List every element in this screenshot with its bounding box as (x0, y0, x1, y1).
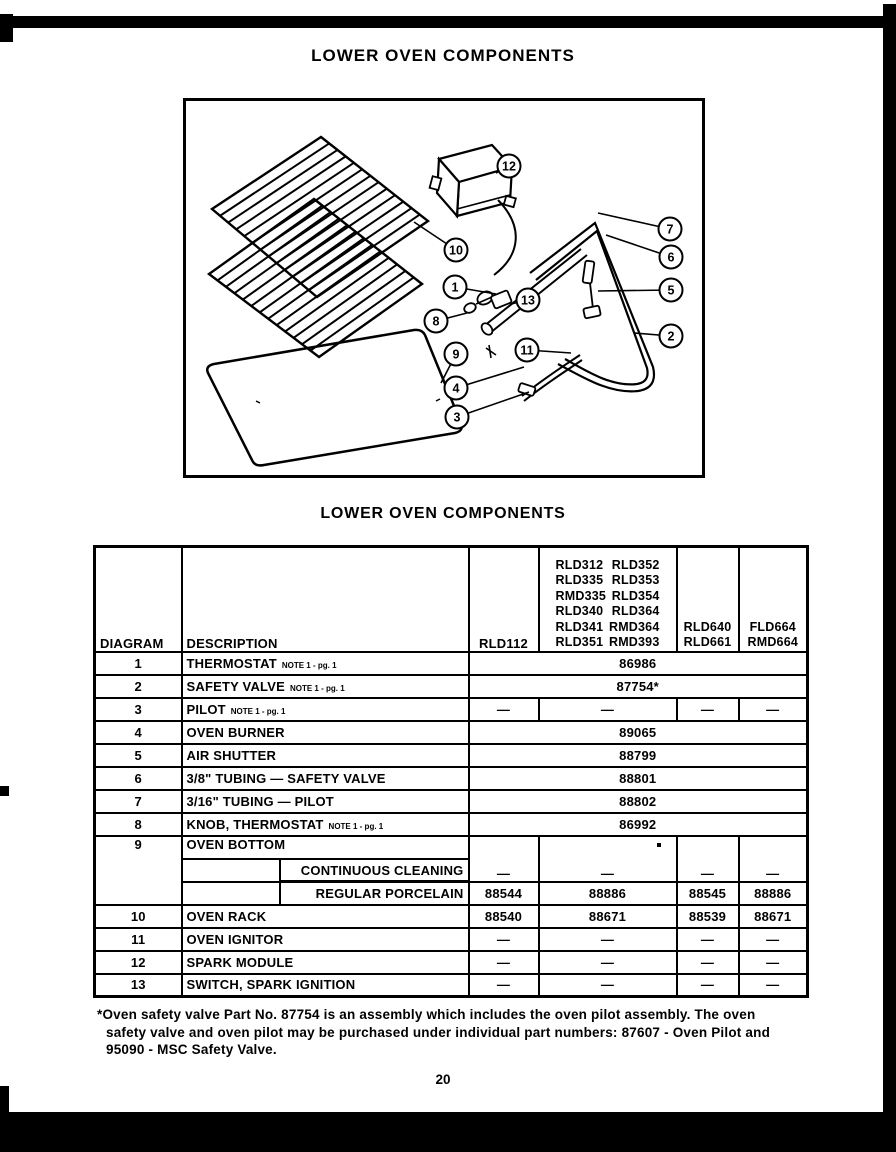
scan-mark-left (0, 786, 9, 796)
footnote-line: 95090 - MSC Safety Valve. (106, 1042, 277, 1057)
model-list-header (539, 547, 677, 652)
part-number-cell: — (469, 836, 539, 882)
part-number-cell: 89065 (469, 721, 808, 744)
scan-edge-top (0, 16, 896, 28)
table-row (95, 767, 808, 790)
description-text: THERMOSTAT (186, 655, 277, 671)
header-description: DESCRIPTION (182, 547, 469, 652)
part-number-cell: 88544 (469, 882, 539, 905)
svg-text:13: 13 (521, 293, 535, 308)
svg-text:10: 10 (449, 243, 463, 258)
part-number-cell: — (677, 836, 739, 882)
part-number-cell: 88539 (677, 905, 739, 928)
parts-table (93, 545, 809, 998)
svg-text:9: 9 (452, 347, 460, 362)
description-subcell: CONTINUOUS CLEANING (182, 859, 469, 882)
diagram-number-cell: 8 (95, 813, 182, 836)
part-number-cell: — (469, 974, 539, 997)
model-label-line: FLD664 (749, 619, 796, 634)
table-subrow (95, 882, 808, 905)
part-number-cell: 88801 (469, 767, 808, 790)
parts-table-wrap (93, 545, 809, 998)
description-text: KNOB, THERMOSTAT (186, 816, 324, 832)
part-number-cell: — (539, 951, 677, 974)
part-number-cell: — (739, 836, 808, 882)
model-label-line: RLD661 (683, 635, 732, 649)
scan-edge-bottom (0, 1112, 896, 1152)
description-cell (182, 905, 469, 928)
callout-12 (496, 155, 521, 178)
diagram-number-cell: 10 (95, 905, 182, 928)
table-title: LOWER OVEN COMPONENTS (320, 505, 566, 522)
part-number-cell: — (739, 698, 808, 721)
part-number-cell: 86992 (469, 813, 808, 836)
description-cell (182, 744, 469, 767)
diagram-number-cell: 5 (95, 744, 182, 767)
model-label-line: RMD335 RLD354 (555, 588, 660, 603)
model-label-line: RLD351 RMD393 (555, 635, 660, 649)
part-number-cell: — (539, 836, 677, 882)
model-label-line: RLD340 RLD364 (555, 604, 660, 618)
svg-text:7: 7 (666, 222, 674, 237)
callout-11 (516, 339, 572, 362)
model-label-line: RLD335 RLD353 (555, 573, 660, 587)
part-number-cell: 88671 (539, 905, 677, 928)
model-label-line: RLD312 RLD352 (555, 557, 660, 572)
scan-edge-topleft (0, 14, 13, 42)
part-number-cell: 88540 (469, 905, 539, 928)
description-cell (182, 675, 469, 698)
part-number-cell: 88886 (539, 882, 677, 905)
svg-text:8: 8 (432, 314, 440, 329)
diagram-number-cell: 7 (95, 790, 182, 813)
description-text: SPARK MODULE (186, 954, 294, 970)
table-row (95, 974, 808, 997)
scan-edge-bottomleft (0, 1086, 9, 1118)
part-number-cell: — (739, 974, 808, 997)
note-reference: NOTE 1 - pg. 1 (281, 660, 337, 670)
oven-bottom-panel (207, 330, 462, 466)
footnote-line: safety valve and oven pilot may be purchased under individual part numbers: 87607 - Oven Pilot and (106, 1024, 771, 1040)
svg-text:1: 1 (451, 280, 459, 295)
description-text: SAFETY VALVE (186, 678, 285, 694)
table-row (95, 744, 808, 767)
diagram-number-cell: 12 (95, 951, 182, 974)
description-text: 3/16" TUBING — PILOT (186, 793, 334, 809)
svg-text:6: 6 (667, 250, 675, 265)
description-cell (182, 974, 469, 997)
callout-5 (598, 279, 683, 302)
description-cell (182, 790, 469, 813)
svg-text:12: 12 (502, 159, 516, 174)
header-diagram: DIAGRAM (95, 547, 182, 652)
table-row (95, 698, 808, 721)
note-reference: NOTE 1 - pg. 1 (289, 683, 345, 693)
description-text: 3/8" TUBING — SAFETY VALVE (186, 770, 386, 786)
part-number-cell: — (469, 698, 539, 721)
header-model-rld640 (677, 547, 739, 652)
table-header-row (95, 547, 808, 652)
table-row (95, 905, 808, 928)
ignition-cable (494, 200, 516, 275)
part-number-cell: 86986 (469, 652, 808, 675)
table-row (95, 813, 808, 836)
table-row (95, 836, 808, 859)
part-number-cell: — (469, 928, 539, 951)
diagram-number-cell: 13 (95, 974, 182, 997)
part-number-cell: 88799 (469, 744, 808, 767)
description-cell (182, 652, 469, 675)
description-subcell: REGULAR PORCELAIN (182, 882, 469, 905)
page-title: LOWER OVEN COMPONENTS (311, 46, 575, 65)
pilot-assembly (583, 261, 601, 319)
table-row (95, 790, 808, 813)
model-label-line: RMD664 (747, 635, 799, 649)
description-text: OVEN RACK (186, 908, 267, 924)
part-number-cell: 88545 (677, 882, 739, 905)
description-cell (182, 813, 469, 836)
table-row (95, 652, 808, 675)
part-number-cell: — (539, 974, 677, 997)
description-cell (182, 951, 469, 974)
description-text: SWITCH, SPARK IGNITION (186, 977, 356, 993)
callout-4 (445, 367, 525, 400)
description-cell (182, 698, 469, 721)
scan-edge-right (883, 4, 896, 1152)
model-label-line: RLD341 RMD364 (555, 619, 660, 634)
table-row (95, 928, 808, 951)
table-row (95, 675, 808, 698)
description-cell: OVEN BOTTOM (182, 836, 469, 859)
diagram-number-cell: 11 (95, 928, 182, 951)
footnote (97, 1006, 817, 1059)
description-text: OVEN BURNER (186, 724, 285, 740)
description-cell (182, 767, 469, 790)
note-reference: NOTE 1 - pg. 1 (328, 821, 384, 831)
diagram-number-cell: 4 (95, 721, 182, 744)
part-number-cell: — (677, 951, 739, 974)
part-number-cell: — (677, 698, 739, 721)
description-text: AIR SHUTTER (186, 747, 277, 763)
diagram-illustration (186, 101, 702, 475)
part-number-cell: — (677, 928, 739, 951)
model-label-line: RLD640 (683, 619, 732, 634)
part-number-cell: — (677, 974, 739, 997)
svg-text:4: 4 (452, 381, 460, 396)
diagram-number-cell: 6 (95, 767, 182, 790)
part-number-cell: 87754* (469, 675, 808, 698)
part-number-cell: — (539, 698, 677, 721)
diagram-number-cell: 1 (95, 652, 182, 675)
exploded-parts-diagram (183, 98, 705, 478)
svg-text:3: 3 (453, 410, 461, 425)
callout-10 (414, 222, 468, 262)
description-cell (182, 928, 469, 951)
diagram-number-cell: 2 (95, 675, 182, 698)
part-number-cell: 88671 (739, 905, 808, 928)
diagram-number-cell: 3 (95, 698, 182, 721)
description-text: PILOT (186, 701, 226, 717)
description-cell (182, 721, 469, 744)
header-model-rld664 (739, 547, 808, 652)
table-row (95, 721, 808, 744)
part-number-cell: — (469, 951, 539, 974)
svg-text:5: 5 (667, 283, 675, 298)
note-reference: NOTE 1 - pg. 1 (230, 706, 286, 716)
svg-text:2: 2 (667, 329, 675, 344)
callout-8 (425, 310, 468, 333)
header-model-rld112: RLD112 (469, 547, 539, 652)
part-number-cell: — (539, 928, 677, 951)
part-number-cell: — (739, 951, 808, 974)
footnote-line: *Oven safety valve Part No. 87754 is an assembly which includes the oven pilot assembly. The oven (97, 1007, 756, 1022)
page-number: 20 (435, 1072, 451, 1087)
diagram-number-cell: 9 (95, 836, 182, 905)
description-text: OVEN IGNITOR (186, 931, 284, 947)
table-row (95, 951, 808, 974)
svg-text:11: 11 (520, 343, 534, 358)
part-number-cell: 88802 (469, 790, 808, 813)
part-number-cell: — (739, 928, 808, 951)
part-number-cell: 88886 (739, 882, 808, 905)
